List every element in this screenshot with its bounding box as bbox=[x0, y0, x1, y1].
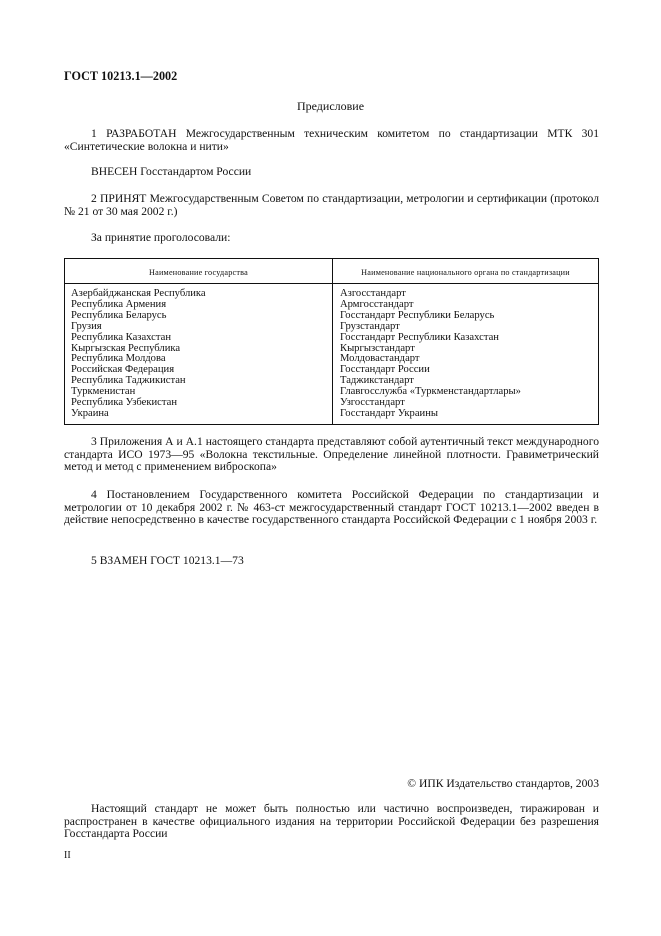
table-header-standards-body: Наименование национального органа по стандартизации bbox=[361, 268, 570, 277]
country-cell: Республика Таджикистан bbox=[71, 375, 186, 387]
country-cell: Республика Беларусь bbox=[71, 309, 167, 321]
document-number: ГОСТ 10213.1—2002 bbox=[64, 69, 178, 83]
standards-body-cell: Армгосстандарт bbox=[340, 298, 414, 310]
reproduction-notice: Настоящий стандарт не может быть полностью или частично воспроизведен, тиражирован и распространен в качестве официального издания на территории Российской Федерации без разрешения Госстандарта России bbox=[64, 802, 599, 840]
preface-title: Предисловие bbox=[296, 99, 365, 113]
standards-body-cell: Азгосстандарт bbox=[340, 288, 406, 299]
standards-body-cell: Госстандарт Республики Казахстан bbox=[340, 331, 499, 343]
copyright-line: © ИПК Издательство стандартов, 2003 bbox=[407, 777, 599, 790]
table-header-country: Наименование государства bbox=[149, 268, 248, 277]
voting-table bbox=[64, 258, 599, 425]
standards-body-cell: Узгосстандарт bbox=[340, 397, 405, 409]
country-cell: Республика Молдова bbox=[71, 353, 166, 365]
standards-body-cell: Госстандарт России bbox=[340, 364, 430, 376]
standards-body-cell: Госстандарт Республики Беларусь bbox=[340, 309, 495, 321]
country-cell: Украина bbox=[71, 407, 109, 419]
paragraph-introduced-by: ВНЕСЕН Госстандартом России bbox=[91, 165, 252, 178]
standards-body-cell: Госстандарт Украины bbox=[340, 407, 438, 419]
paragraph-voted-for: За принятие проголосовали: bbox=[91, 231, 231, 244]
country-cell: Кыргызская Республика bbox=[71, 342, 181, 354]
paragraph-annexes: 3 Приложения А и А.1 настоящего стандарта представляют собой аутентичный текст международного стандарта ИСО 1973—95 «Волокна текстильные. Определение линейной плотности. Гравиметрический метод и метод с применением виброскопа» bbox=[64, 435, 599, 473]
country-cell: Российская Федерация bbox=[71, 364, 175, 376]
standards-body-list bbox=[340, 289, 521, 420]
country-cell: Республика Армения bbox=[71, 298, 167, 310]
paragraph-developed-by: 1 РАЗРАБОТАН Межгосударственным техническим комитетом по стандартизации МТК 301 «Синтетические волокна и нити» bbox=[64, 127, 599, 153]
standards-body-cell: Грузстандарт bbox=[340, 320, 400, 332]
standards-body-cell: Кыргызстандарт bbox=[340, 342, 415, 354]
paragraph-replaces: 5 ВЗАМЕН ГОСТ 10213.1—73 bbox=[91, 554, 244, 567]
country-cell: Азербайджанская Республика bbox=[71, 288, 206, 299]
country-cell: Республика Узбекистан bbox=[71, 397, 178, 409]
country-cell: Республика Казахстан bbox=[71, 331, 172, 343]
paragraph-adopted-by: 2 ПРИНЯТ Межгосударственным Советом по стандартизации, метрологии и сертификации (протокол № 21 от 30 мая 2002 г.) bbox=[64, 192, 599, 218]
paragraph-enactment: 4 Постановлением Государственного комитета Российской Федерации по стандартизации и метрологии от 10 декабря 2002 г. № 463-ст межгосударственный стандарт ГОСТ 10213.1—2002 введен в действие непосредственно в качестве государственного стандарта Российской Федерации с 1 ноября 2003 г. bbox=[64, 488, 599, 526]
country-cell: Грузия bbox=[71, 320, 102, 332]
country-cell: Туркменистан bbox=[71, 386, 136, 398]
table-header-divider bbox=[65, 283, 598, 284]
page-number: II bbox=[64, 850, 71, 861]
standards-body-cell: Главгосслужба «Туркменстандартлары» bbox=[340, 386, 521, 398]
standards-body-cell: Таджикстандарт bbox=[340, 375, 414, 387]
standards-body-cell: Молдовастандарт bbox=[340, 353, 420, 365]
country-list bbox=[71, 289, 206, 420]
